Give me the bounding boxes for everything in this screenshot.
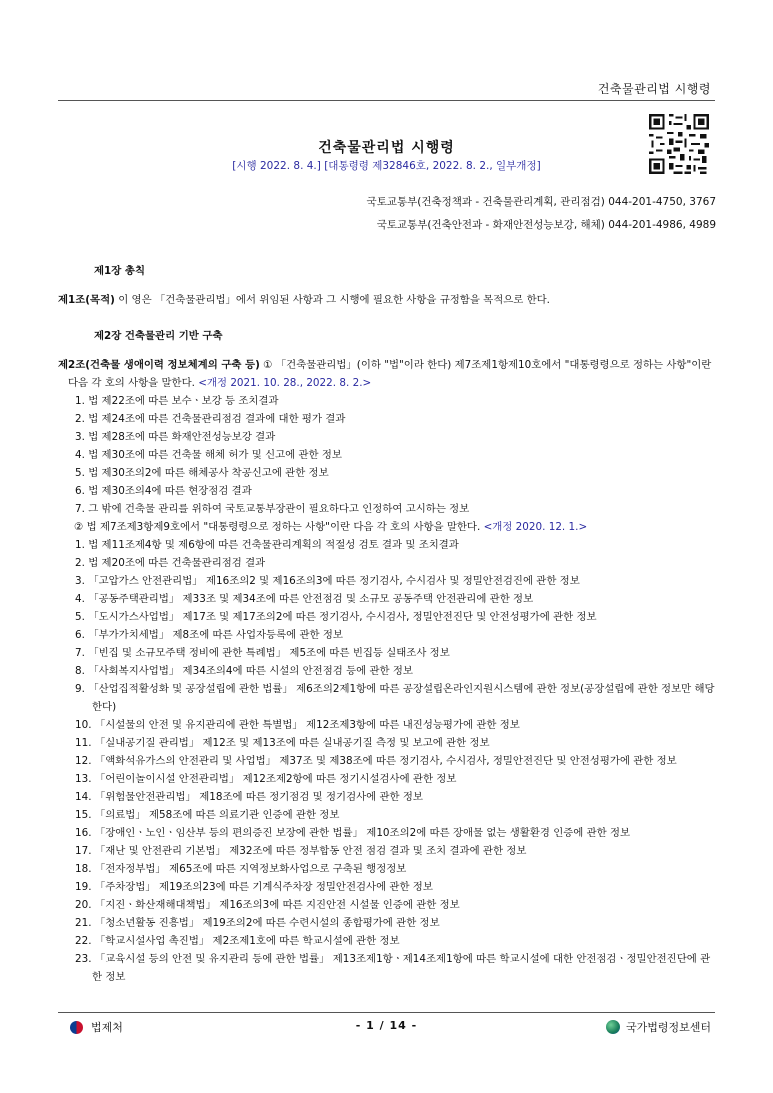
globe-logo-icon [606,1020,620,1034]
list-item: 19. 「주차장법」 제19조의23에 따른 기계식주차장 정밀안전검사에 관한 정보 [75,881,433,893]
list-item: 10. 「시설물의 안전 및 유지관리에 관한 특별법」 제12조제3항에 따른 내진성능평가에 관한 정보 [75,719,520,731]
list-item: 20. 「지진ㆍ화산재해대책법」 제16조의3에 따른 지진안전 시설물 인증에 관한 정보 [75,899,460,911]
ministry-contact-1: 국토교통부(건축정책과 - 건축물관리계획, 관리점검) 044-201-4750, 3767 [366,196,716,208]
list-item: 5. 법 제30조의2에 따른 해체공사 착공신고에 관한 정보 [75,467,329,479]
list-item: 1. 법 제11조제4항 및 제6항에 따른 건축물관리계획의 적절성 검토 결과 및 조치결과 [75,539,459,551]
list-item: 21. 「청소년활동 진흥법」 제19조의2에 따른 수련시설의 종합평가에 관한 정보 [75,917,440,929]
list-item: 2. 법 제24조에 따른 건축물관리점검 결과에 대한 평가 결과 [75,413,346,425]
paragraph-2 [58,518,716,536]
chapter-heading: 제2장 건축물관리 기반 구축 [94,330,223,342]
amendment-note: <개정 2021. 10. 28., 2022. 8. 2.> [198,377,372,389]
document-body [58,262,716,986]
footer-org: 법제처 [91,1021,123,1034]
list-item: 13. 「어린이놀이시설 안전관리법」 제12조제2항에 따른 정기시설검사에 관한 정보 [75,773,457,785]
list-item: 4. 법 제30조에 따른 건축물 해체 허가 및 신고에 관한 정보 [75,449,342,461]
list-item: 3. 「고압가스 안전관리법」 제16조의2 및 제16조의3에 따른 정기검사, 수시검사 및 정밀안전검진에 관한 정보 [75,575,580,587]
list-item: 16. 「장애인ㆍ노인ㆍ임산부 등의 편의증진 보장에 관한 법률」 제10조의2에 따른 장애물 없는 생활환경 인증에 관한 정보 [75,827,631,839]
footer-divider [58,1012,715,1013]
article-text: 이 영은 「건축물관리법」에서 위임된 사항과 그 시행에 필요한 사항을 규정함을 목적으로 한다. [114,294,550,306]
list-item: 7. 그 밖에 건축물 관리를 위하여 국토교통부장관이 필요하다고 인정하여 고시하는 정보 [75,503,470,515]
article-2 [58,356,716,392]
list-item: 11. 「실내공기질 관리법」 제12조 및 제13조에 따른 실내공기질 측정 및 보고에 관한 정보 [75,737,490,749]
list-item: 5. 「도시가스사업법」 제17조 및 제17조의2에 따른 정기검사, 수시검사, 정밀안전진단 및 안전성평가에 관한 정보 [75,611,597,623]
header-law-name: 건축물관리법 시행령 [597,82,711,96]
amendment-note: <개정 2020. 12. 1.> [483,521,588,533]
list-item: 9. 「산업집적활성화 및 공장설립에 관한 법률」 제6조의2제1항에 따른 공장설립온라인지원시스템에 관한 정보(공장설립에 관한 정보만 해당한다) [75,683,715,713]
list-item: 12. 「액화석유가스의 안전관리 및 사업법」 제37조 및 제38조에 따른 정기검사, 수시검사, 정밀안전진단 및 안전성평가에 관한 정보 [75,755,677,767]
article-1 [58,291,716,309]
chapter-heading: 제1장 총칙 [94,265,145,277]
document-title: 건축물관리법 시행령 [318,140,455,156]
list-item: 22. 「학교시설사업 촉진법」 제2조제1호에 따른 학교시설에 관한 정보 [75,935,400,947]
list-item: 4. 「공동주택관리법」 제33조 및 제34조에 따른 안전점검 및 소규모 공동주택 안전관리에 관한 정보 [75,593,534,605]
article-title: 제1조(목적) [58,294,115,306]
list-item: 17. 「재난 및 안전관리 기본법」 제32조에 따른 정부합동 안전 점검 결과 및 조치 결과에 관한 정보 [75,845,527,857]
ministry-contact-2: 국토교통부(건축안전과 - 화재안전성능보강, 해체) 044-201-4986, 4989 [376,219,716,231]
list-item: 18. 「전자정부법」 제65조에 따른 지역정보화사업으로 구축된 행정정보 [75,863,407,875]
header-divider [58,100,715,101]
list-item: 7. 「빈집 및 소규모주택 정비에 관한 특례법」 제5조에 따른 빈집등 실태조사 정보 [75,647,450,659]
paragraph-text: ② 법 제7조제3항제9호에서 "대통령령으로 정하는 사항"이란 다음 각 호의 사항을 말한다. [74,521,484,533]
list-item: 6. 법 제30조의4에 따른 현장점검 결과 [75,485,252,497]
list-item: 3. 법 제28조에 따른 화재안전성능보강 결과 [75,431,276,443]
footer-right [606,1019,711,1035]
list-item: 1. 법 제22조에 따른 보수ㆍ보강 등 조치결과 [75,395,279,407]
list-item: 23. 「교육시설 등의 안전 및 유지관리 등에 관한 법률」 제13조제1항ㆍ제14조제1항에 따른 학교시설에 대한 안전점검ㆍ정밀안전진단에 관한 정보 [75,953,711,983]
list-item: 6. 「부가가치세법」 제8조에 따른 사업자등록에 관한 정보 [75,629,343,641]
article-title: 제2조(건축물 생애이력 정보체계의 구축 등) [58,359,260,371]
list-item: 14. 「위험물안전관리법」 제18조에 따른 정기점검 및 정기검사에 관한 정보 [75,791,423,803]
document-subtitle: [시행 2022. 8. 4.] [대통령령 제32846호, 2022. 8. 2., 일부개정] [232,160,541,172]
list-item: 8. 「사회복지사업법」 제34조의4에 따른 시설의 안전점검 등에 관한 정보 [75,665,413,677]
footer-center-name: 국가법령정보센터 [625,1021,711,1034]
list-item: 2. 법 제20조에 따른 건축물관리점검 결과 [75,557,266,569]
page-number: - 1 / 14 - [355,1019,418,1032]
list-item: 15. 「의료법」 제58조에 따른 의료기관 인증에 관한 정보 [75,809,340,821]
article-text: ① 「건축물관리법」(이하 "법"이라 한다) 제7조제1항제10호에서 "대통령령으로 정하는 사항"이란 다음 각 호의 사항을 말한다. [68,359,712,389]
